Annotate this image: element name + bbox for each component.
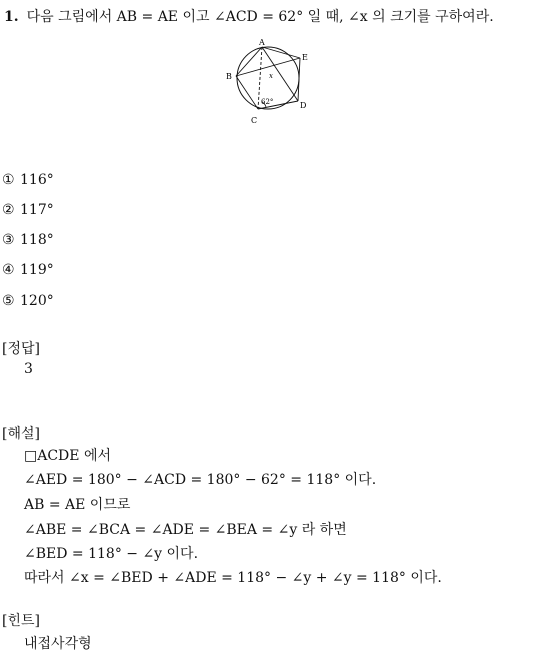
figure-label-B: B — [226, 72, 232, 81]
choice-text: 116° — [20, 172, 54, 188]
choice-2[interactable] — [2, 202, 54, 218]
figure-label-angle: 62° — [261, 98, 274, 106]
answer-value: 3 — [24, 361, 33, 377]
question-text: 다음 그림에서 AB = AE 이고 ∠ACD = 62° 일 때, ∠x 의 크기를 구하여라. — [26, 9, 494, 25]
choice-mark: ② — [2, 202, 15, 218]
hint-text: 내접사각형 — [24, 636, 92, 652]
circle-figure — [222, 36, 314, 128]
question-number: 1. — [4, 9, 19, 25]
explanation-label: [해설] — [2, 426, 40, 442]
figure-label-D: D — [300, 101, 307, 110]
figure-label-A: A — [259, 38, 265, 47]
hint-label: [힌트] — [2, 613, 40, 629]
explanation-line: ∠BED = 118° − ∠y 이다. — [24, 546, 199, 562]
explanation-line: ∠ABE = ∠BCA = ∠ADE = ∠BEA = ∠y 라 하면 — [24, 522, 347, 538]
explanation-line: 따라서 ∠x = ∠BED + ∠ADE = 118° − ∠y + ∠y = 118° 이다. — [24, 570, 442, 586]
figure-label-C: C — [251, 116, 258, 125]
explanation-line: ∠AED = 180° − ∠ACD = 180° − 62° = 118° 이다. — [24, 472, 377, 488]
figure-label-E: E — [302, 53, 308, 62]
choice-text: 120° — [20, 293, 54, 309]
choice-text: 117° — [20, 202, 54, 218]
choice-text: 119° — [20, 262, 54, 278]
explanation-line: AB = AE 이므로 — [24, 497, 131, 513]
choice-3[interactable] — [2, 232, 54, 248]
choice-mark: ③ — [2, 232, 15, 248]
choice-5[interactable] — [2, 293, 54, 309]
explanation-line: □ACDE 에서 — [24, 448, 111, 464]
choice-mark: ⑤ — [2, 293, 15, 309]
choice-text: 118° — [20, 232, 54, 248]
figure-label-x: x — [269, 72, 273, 80]
choice-mark: ① — [2, 172, 15, 188]
choice-4[interactable] — [2, 262, 54, 278]
answer-label: [정답] — [2, 341, 40, 357]
choice-mark: ④ — [2, 262, 15, 278]
question-title — [4, 6, 494, 26]
choice-1[interactable] — [2, 172, 54, 188]
